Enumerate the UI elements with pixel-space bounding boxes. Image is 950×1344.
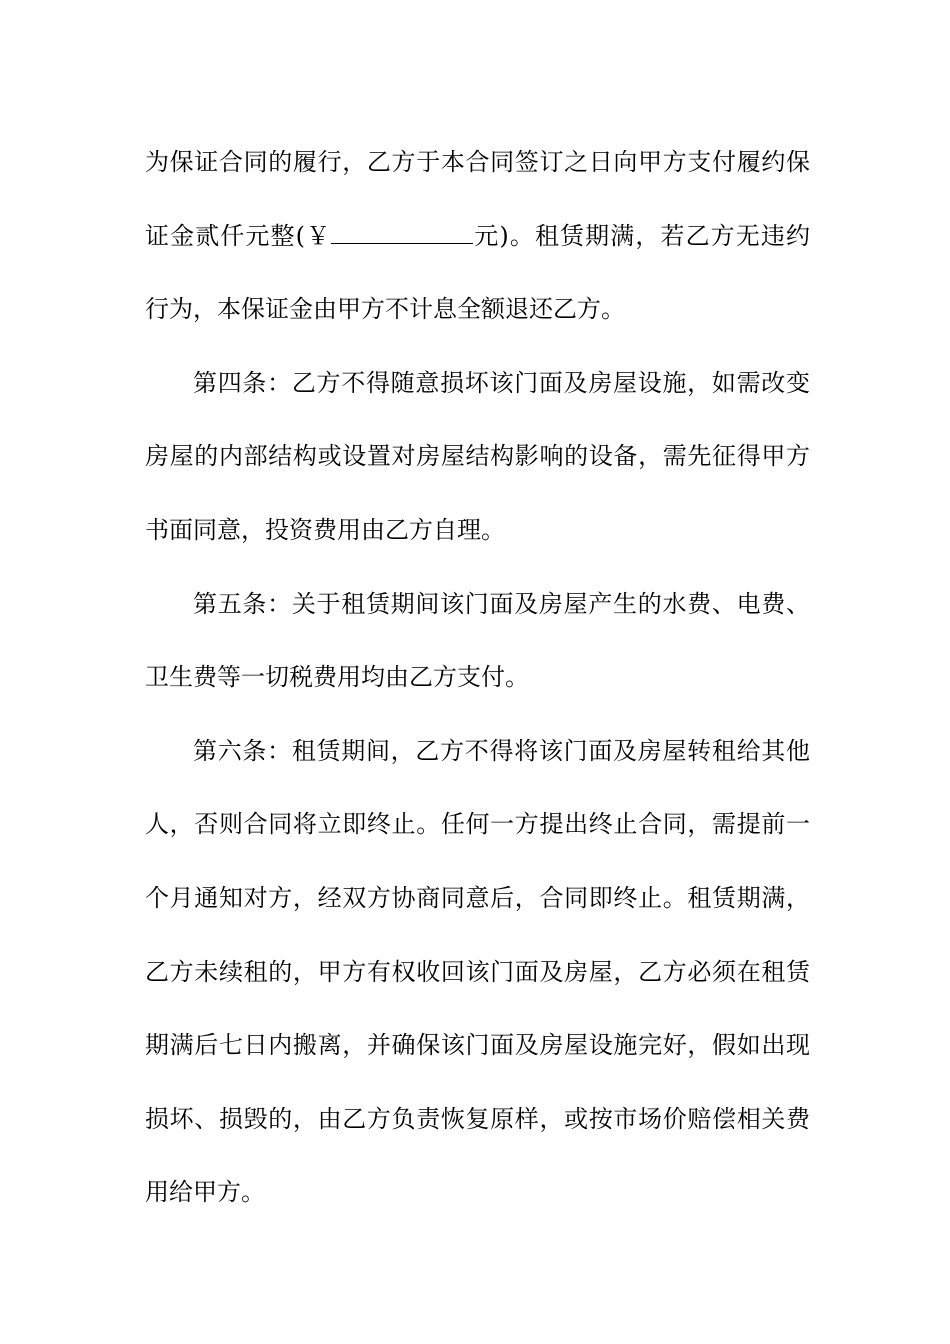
text-line: 个月通知对方，经双方协商同意后，合同即终止。租赁期满， (145, 883, 810, 912)
text-line (145, 200, 810, 274)
article-4 (145, 347, 810, 568)
text-line: 第六条：租赁期间，乙方不得将该门面及房屋转租给其他 (193, 736, 810, 765)
text-line: 用给甲方。 (145, 1178, 265, 1207)
contract-body (145, 126, 810, 1230)
text-line: 为保证合同的履行，乙方于本合同签订之日向甲方支付履约保 (145, 148, 810, 176)
text-line: 卫生费等一切税费用均由乙方支付。 (145, 663, 529, 692)
text-line: 书面同意，投资费用由乙方自理。 (145, 515, 505, 544)
text-line: 第五条：关于租赁期间该门面及房屋产生的水费、电费、 (193, 589, 810, 618)
text-line: 行为，本保证金由甲方不计息全额退还乙方。 (145, 295, 625, 324)
text-line: 房屋的内部结构或设置对房屋结构影响的设备，需先征得甲方 (145, 442, 810, 471)
text-line: 乙方未续租的，甲方有权收回该门面及房屋，乙方必须在租赁 (145, 957, 810, 986)
paragraph-deposit (145, 126, 810, 347)
text-line: 人，否则合同将立即终止。任何一方提出终止合同，需提前一 (145, 810, 810, 839)
article-5 (145, 568, 810, 715)
text-line: 第四条：乙方不得随意损坏该门面及房屋设施，如需改变 (193, 368, 810, 397)
text-segment: 证金贰仟元整(￥ (145, 221, 332, 250)
text-segment: 元)。租赁期满，若乙方无违约 (473, 221, 810, 250)
text-line: 损坏、损毁的，由乙方负责恢复原样，或按市场价赔偿相关费 (145, 1104, 810, 1133)
article-6 (145, 715, 810, 1230)
amount-blank (331, 221, 473, 244)
text-line: 期满后七日内搬离，并确保该门面及房屋设施完好，假如出现 (145, 1031, 810, 1060)
